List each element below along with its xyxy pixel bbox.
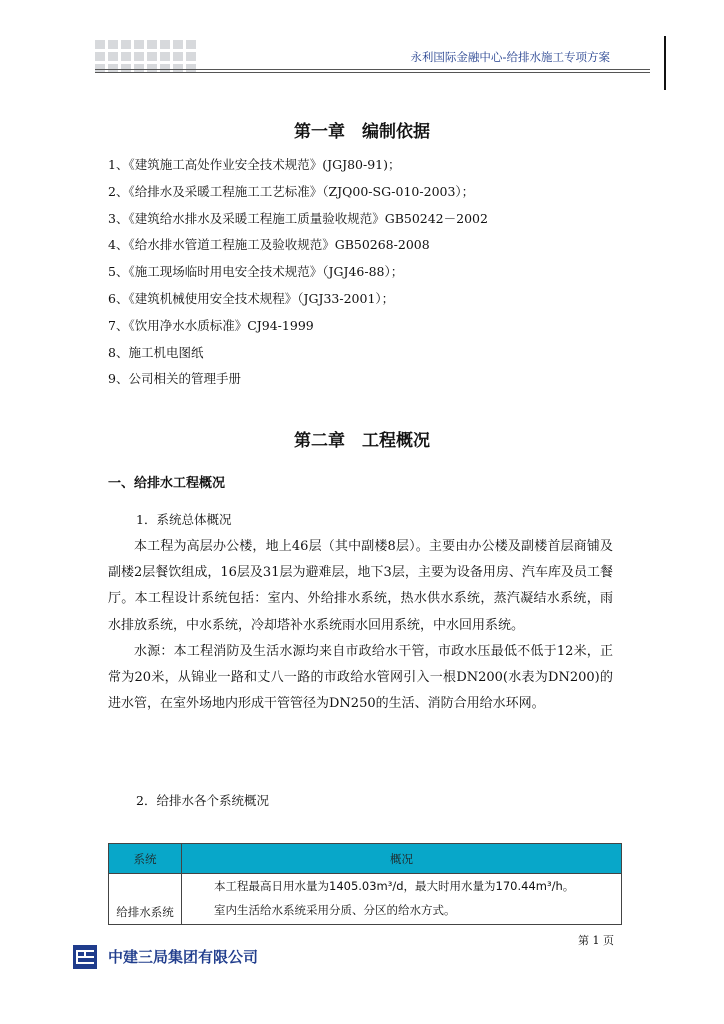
page-corner-mark: [664, 36, 666, 90]
reference-item: 9、公司相关的管理手册: [108, 371, 241, 387]
systems-table: [108, 843, 622, 925]
table-cell-system: 给排水系统: [109, 874, 182, 925]
table-header-row: [109, 844, 622, 874]
header-rule-secondary: [95, 72, 650, 73]
table-row: [109, 874, 622, 925]
header-title: 永利国际金融中心-给排水施工专项方案: [410, 50, 610, 64]
reference-item: 5、《施工现场临时用电安全技术规范》（JGJ46-88）；: [108, 264, 404, 280]
reference-item: 6、《建筑机械使用安全技术规程》（JGJ33-2001）；: [108, 290, 395, 306]
header-decoration-grid: [95, 40, 195, 76]
reference-item: 1、《建筑施工高处作业安全技术规范》(JGJ80-91)；: [108, 157, 401, 172]
reference-item: 7、《饮用净水水质标准》CJ94-1999: [108, 317, 314, 333]
subsection-title-overview: 1．系统总体概况: [136, 512, 232, 527]
table-cell-overview: [182, 874, 622, 925]
company-name: 中建三局集团有限公司: [108, 948, 259, 966]
section-title: 一、给排水工程概况: [108, 476, 226, 491]
subsection-title-systems: 2．给排水各个系统概况: [136, 793, 269, 808]
reference-item: 4、《给水排水管道工程施工及验收规范》GB50268-2008: [108, 237, 430, 253]
header-rule: [95, 69, 650, 70]
table-cell-line: 室内生活给水系统采用分质、分区的给水方式。: [214, 903, 456, 917]
table-header-overview: 概况: [182, 844, 622, 874]
chapter2-title: 第二章 工程概况: [294, 431, 430, 451]
table-cell-line: 本工程最高日用水量为1405.03m³/d，最大时用水量为170.44m³/h。: [214, 879, 575, 893]
body-text: [108, 534, 613, 717]
reference-item: 2、《给排水及采暖工程施工工艺标准》（ZJQ00-SG-010-2003）；: [108, 183, 475, 199]
reference-list: [108, 152, 668, 393]
reference-item: 3、《建筑给水排水及采暖工程施工质量验收规范》GB50242－2002: [108, 210, 488, 226]
company-logo-icon: [73, 945, 97, 969]
chapter1-title: 第一章 编制依据: [294, 122, 430, 142]
table-header-system: 系统: [109, 844, 182, 874]
paragraph-overview: 本工程为高层办公楼，地上46层（其中副楼8层）。主要由办公楼及副楼首层商铺及副楼2层餐饮组成，16层及31层为避难层，地下3层，主要为设备用房、汽车库及员工餐厅。本工程设计系统包括：室内、外给排水系统，热水供水系统，蒸汽凝结水系统，雨水排放系统，中水系统，冷却塔补水系统雨水回用系统，中水回用系统。: [108, 539, 613, 633]
reference-item: 8、施工机电图纸: [108, 344, 204, 360]
page-number: 第 1 页: [578, 934, 614, 947]
paragraph-water-source: 水源：本工程消防及生活水源均来自市政给水干管，市政水压最低不低于12米，正常为20米，从锦业一路和丈八一路的市政给水管网引入一根DN200(水表为DN200)的进水管，在室外场地内形成干管管径为DN250的生活、消防合用给水环网。: [108, 643, 613, 712]
